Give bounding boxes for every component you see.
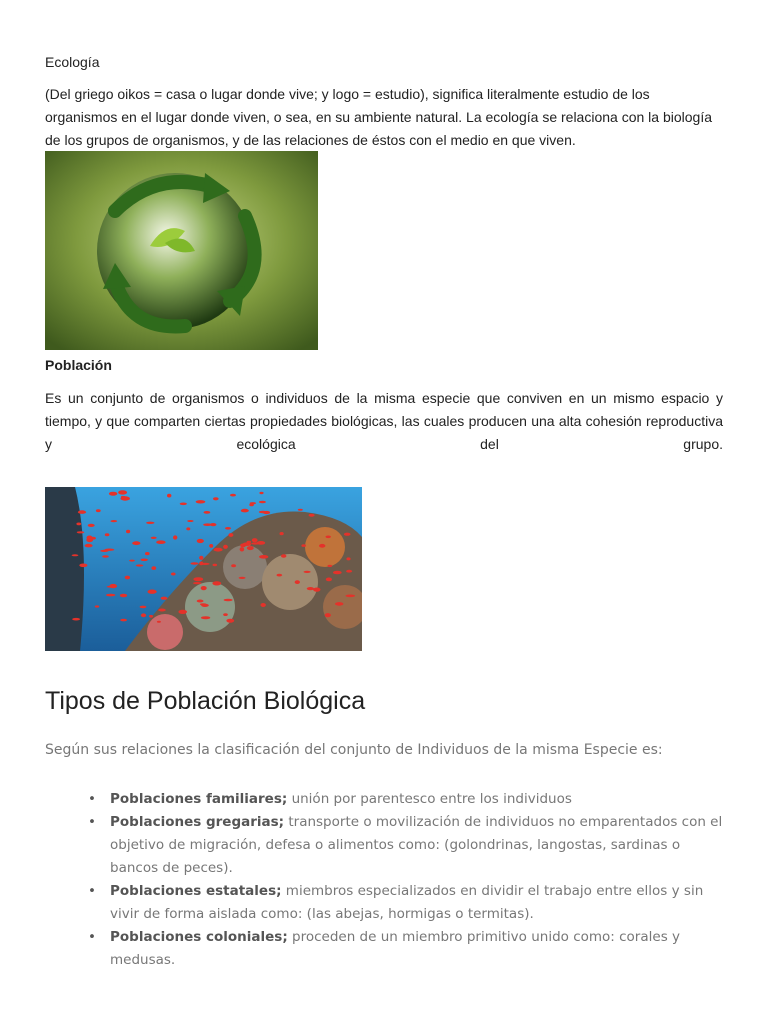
tipos-list-item: [110, 811, 723, 880]
tipos-term: Poblaciones estatales;: [110, 883, 282, 899]
tipos-desc: unión por parentesco entre los individuos: [287, 791, 572, 807]
intro-paragraph: (Del griego oikos = casa o lugar donde vive; y logo = estudio), significa literalmente estudio de los organismos en el lugar donde viven, o sea, en su ambiente natural. La ecología se relaciona con la biología de los grupos de organismos, y de las relaciones de éstos con el medio en que viven.: [45, 86, 712, 148]
tipos-list-item: [110, 880, 723, 926]
tipos-list-item: [110, 926, 723, 972]
tipos-term: Poblaciones coloniales;: [110, 929, 288, 945]
tipos-heading: Tipos de Población Biológica: [45, 687, 366, 715]
tipos-desc: proceden de un miembro primitivo unido como: corales y medusas.: [110, 929, 681, 968]
tipos-desc: miembros especializados en dividir el trabajo entre ellos y sin vivir de forma aislada como: (las abejas, hormigas o termitas).: [110, 883, 704, 922]
coral-reef-fish-image: [45, 487, 362, 651]
doc-title: Ecología: [45, 54, 100, 70]
tipos-term: Poblaciones gregarias;: [110, 814, 285, 830]
tipos-term: Poblaciones familiares;: [110, 791, 288, 807]
tipos-list: [45, 788, 723, 972]
tipos-list-item: [110, 788, 723, 811]
poblacion-heading: Población: [45, 357, 112, 373]
tipos-desc: transporte o movilización de individuos no emparentados con el objetivo de migración, defesa o alimentos como: (golondrinas, langostas, sardinas o bancos de peces).: [110, 814, 723, 876]
poblacion-paragraph: Es un conjunto de organismos o individuos de la misma especie que conviven en un mismo espacio y tiempo, y que comparten ciertas propiedades biológicas, las cuales producen una alta cohesión reproductiva y ecológica del grupo.: [45, 390, 723, 452]
recycling-globe-image: [45, 151, 318, 350]
tipos-intro: Según sus relaciones la clasificación del conjunto de Individuos de la misma Especie es:: [45, 742, 663, 758]
